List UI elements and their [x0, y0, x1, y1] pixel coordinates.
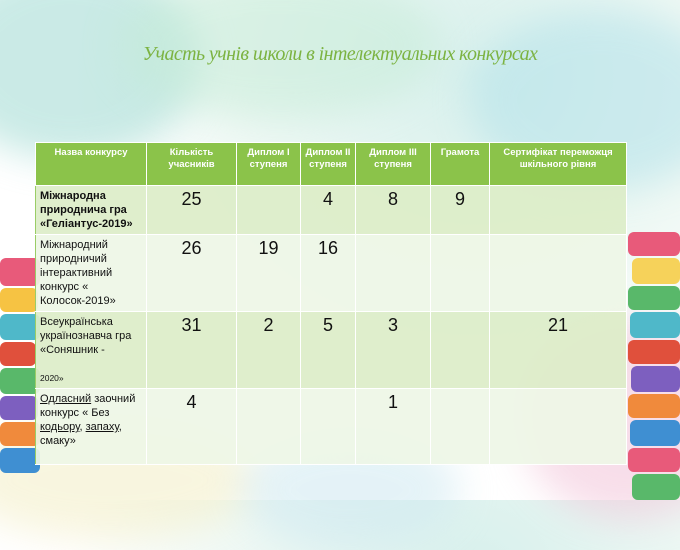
participants-cell: 31	[147, 312, 237, 389]
diploma-3-cell: 1	[356, 389, 431, 465]
competition-name-part: Одласний	[40, 393, 92, 405]
diploma-3-cell: 8	[356, 186, 431, 235]
competition-name-part: кодьору	[40, 421, 80, 433]
book-stack-left-illustration	[0, 258, 40, 473]
diploma-1-cell	[237, 186, 301, 235]
competition-name-cell	[36, 389, 147, 465]
participants-cell: 4	[147, 389, 237, 465]
table-header-row	[36, 143, 627, 186]
diploma-3-cell	[356, 235, 431, 312]
column-header-competition-name: Назва конкурсу	[36, 143, 147, 186]
diploma-1-cell: 19	[237, 235, 301, 312]
diploma-3-cell: 3	[356, 312, 431, 389]
diploma-1-cell: 2	[237, 312, 301, 389]
gramota-cell: 9	[431, 186, 490, 235]
column-header-school-winner-certificate: Сертифікат переможця шкільного рівня	[490, 143, 627, 186]
school-winner-cell	[490, 235, 627, 312]
table-row	[36, 389, 627, 465]
competition-name-part: , смаку»	[40, 421, 122, 447]
school-winner-cell	[490, 186, 627, 235]
column-header-diploma-1: Диплом І ступеня	[237, 143, 301, 186]
competition-name-line: 2020»	[40, 373, 64, 383]
competition-name-part: запаху	[85, 421, 119, 433]
competition-name-cell: Міжнародна природнича гра «Геліантус-2019»	[36, 186, 147, 235]
column-header-participants: Кількість учасників	[147, 143, 237, 186]
school-winner-cell	[490, 389, 627, 465]
slide-title: Участь учнів школи в інтелектуальних конкурсах	[142, 43, 538, 65]
gramota-cell	[431, 389, 490, 465]
competition-name-part: заочний конкурс « Без	[40, 393, 136, 419]
gramota-cell	[431, 312, 490, 389]
book-stack-right-illustration	[628, 232, 680, 500]
participants-cell: 26	[147, 235, 237, 312]
diploma-2-cell	[301, 389, 356, 465]
column-header-gramota: Грамота	[431, 143, 490, 186]
column-header-diploma-2: Диплом ІІ ступеня	[301, 143, 356, 186]
competition-name-cell	[36, 312, 147, 389]
diploma-2-cell: 4	[301, 186, 356, 235]
gramota-cell	[431, 235, 490, 312]
competition-name-cell: Міжнародний природничий інтерактивний конкурс « Колосок-2019»	[36, 235, 147, 312]
diploma-2-cell: 5	[301, 312, 356, 389]
table-row	[36, 186, 627, 235]
column-header-diploma-3: Диплом ІІІ ступеня	[356, 143, 431, 186]
table-row	[36, 312, 627, 389]
school-winner-cell: 21	[490, 312, 627, 389]
diploma-2-cell: 16	[301, 235, 356, 312]
competition-name-line: Всеукраїнська українознавча гра «Соняшник -	[40, 316, 132, 356]
table-row	[36, 235, 627, 312]
competition-results-table	[35, 142, 627, 465]
diploma-1-cell	[237, 389, 301, 465]
competition-name-part: ,	[79, 421, 86, 433]
participants-cell: 25	[147, 186, 237, 235]
